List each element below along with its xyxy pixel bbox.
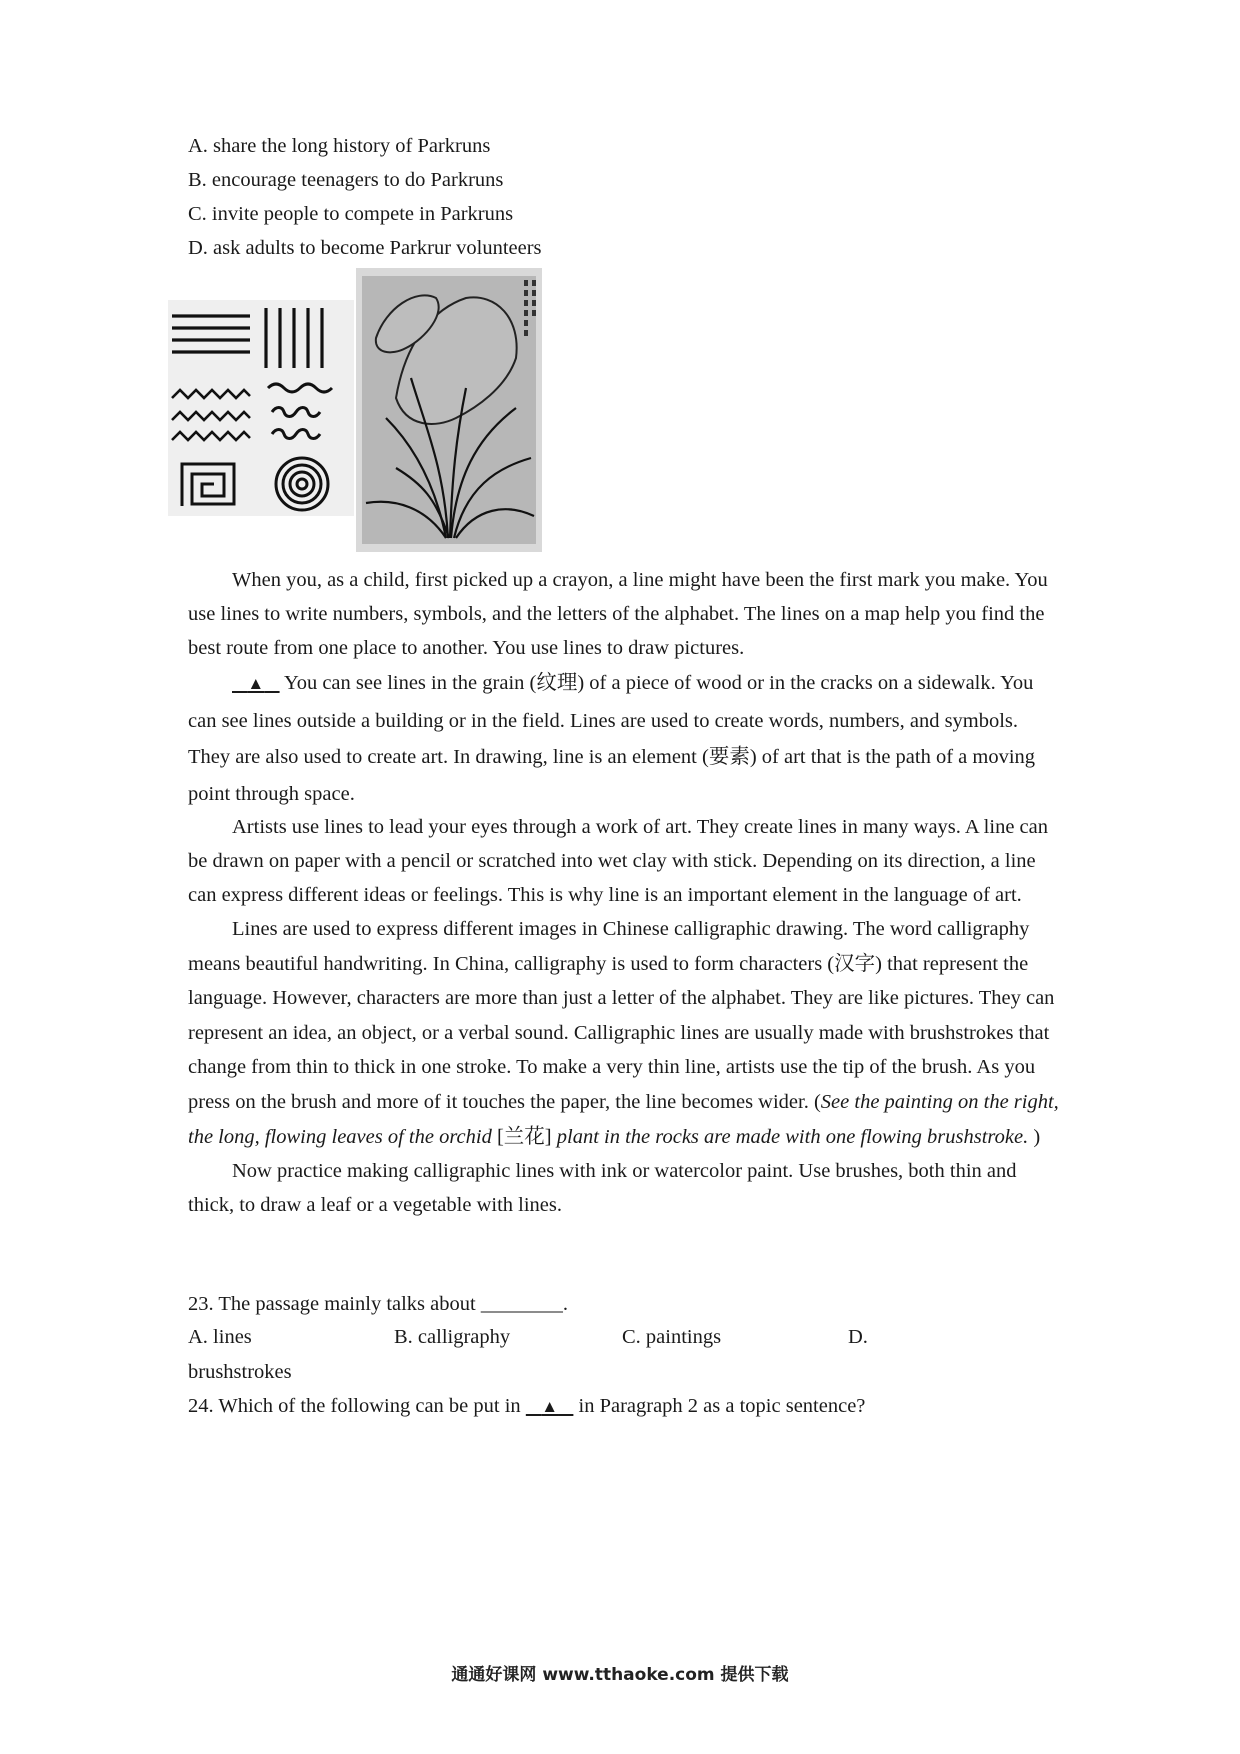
line-patterns-image <box>168 300 354 516</box>
blank-marker-icon: ▲ <box>247 674 265 693</box>
paragraph-4-bracket: [兰花] <box>496 1125 552 1148</box>
paragraph-3: Artists use lines to lead your eyes through a work of art. They create lines in many ways. A line can be drawn on paper with a pencil or scratched into wet clay with stick. Depending on its direction, a line can express different ideas or feelings. This is why line is an important element in the language of art. <box>188 816 1048 906</box>
paragraph-4-italic-a: See the painting on the right, the long, flowing leaves of the orchid <box>188 1090 1059 1148</box>
prev-option-a: A. share the long history of Parkruns <box>188 135 491 157</box>
passage <box>188 563 1060 1222</box>
paragraph-4-close: ) <box>1028 1125 1041 1148</box>
q23-option-a: A. lines <box>188 1326 252 1348</box>
prev-option-b: B. encourage teenagers to do Parkruns <box>188 169 504 191</box>
q24-stem-before: 24. Which of the following can be put in <box>188 1395 526 1417</box>
paragraph-4-italic-b: plant in the rocks are made with one flowing brushstroke. <box>551 1125 1029 1148</box>
q23-option-b: B. calligraphy <box>394 1326 511 1348</box>
paragraph-2 <box>188 665 1060 812</box>
question-24-stem <box>188 1394 865 1419</box>
paragraph-5: Now practice making calligraphic lines with ink or watercolor paint. Use brushes, both thin and thick, to draw a leaf or a vegetable with lines. <box>188 1160 1017 1217</box>
question-23-stem: 23. The passage mainly talks about ________. <box>188 1293 568 1315</box>
paragraph-2-text: You can see lines in the grain (纹理) of a piece of wood or in the cracks on a sidewalk. You can see lines outside a building or in the field. Lines are used to create words, numbers, and symbols. They are also used to create art. In drawing, line is an element (要素) of art that is the path of a moving point through space. <box>188 672 1036 805</box>
paragraph-4-text: Lines are used to express different images in Chinese calligraphic drawing. The word calligraphy means beautiful handwriting. In China, calligraphy is used to form characters (汉字) that represent the language. However, characters are more than just a letter of the alphabet. They are like pictures. They can represent an idea, an object, or a verbal sound. Calligraphic lines are usually made with brushstrokes that change from thin to thick in one stroke. To make a very thin line, artists use the tip of the brush. As you press on the brush and more of it touches the paper, the line becomes wider. ( <box>188 918 1055 1113</box>
paragraph-1: When you, as a child, first picked up a crayon, a line might have been the first mark you make. You use lines to write numbers, symbols, and the letters of the alphabet. The lines on a map help you find the best route from one place to another. You use lines to draw pictures. <box>188 569 1048 659</box>
prev-option-c: C. invite people to compete in Parkruns <box>188 203 514 225</box>
blank-marker-icon: ▲ <box>541 1397 559 1416</box>
q23-option-d: D. <box>848 1326 868 1348</box>
paragraph-4 <box>188 912 1060 1154</box>
topic-blank <box>232 665 280 703</box>
q24-blank <box>526 1394 574 1419</box>
q23-option-c: C. paintings <box>622 1326 722 1348</box>
question-23-options <box>188 1326 1060 1350</box>
q23-option-d-text: brushstrokes <box>188 1361 292 1383</box>
prev-option-d: D. ask adults to become Parkrur volunteers <box>188 237 542 259</box>
q24-stem-after: in Paragraph 2 as a topic sentence? <box>573 1395 866 1417</box>
footer-credit: 通通好课网 www.tthaoke.com 提供下载 <box>451 1665 789 1685</box>
orchid-rock-painting <box>356 268 542 552</box>
